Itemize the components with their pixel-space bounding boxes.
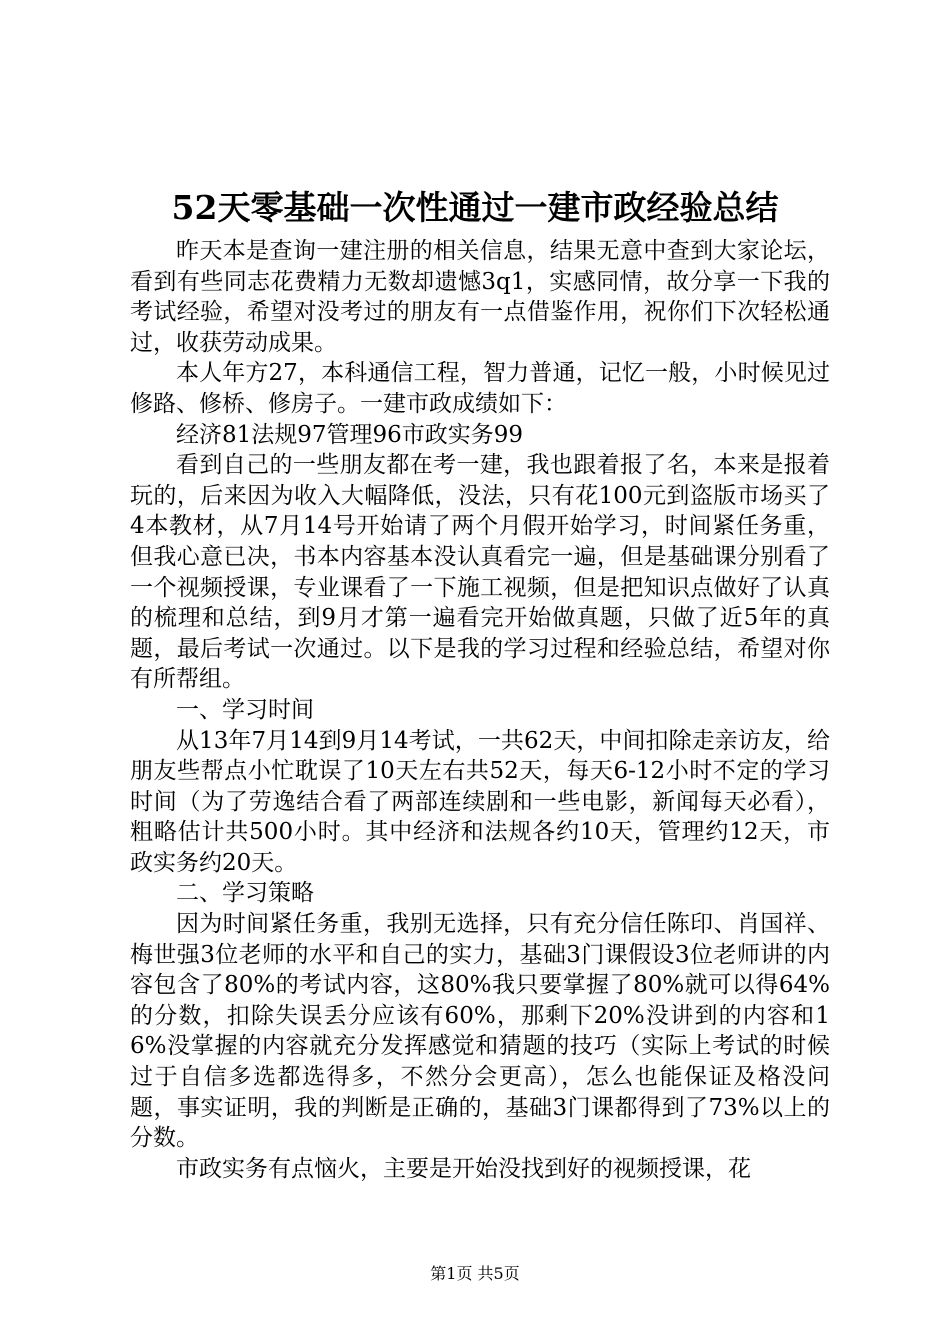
document-title: 52天零基础一次性通过一建市政经验总结 <box>171 188 779 227</box>
section-heading: 二、学习策略 <box>176 880 314 907</box>
paragraph: 昨天本是查询一建注册的相关信息，结果无意中查到大家论坛，看到有些同志花费精力无数却遗憾3q1，实感同情，故分享一下我的考试经验，希望对没考过的朋友有一点借鉴作用，祝你们下次轻松通过，收获劳动成果。 <box>130 238 830 356</box>
paragraph: 本人年方27，本科通信工程，智力普通，记忆一般，小时候见过修路、修桥、修房子。一建市政成绩如下： <box>130 360 830 417</box>
page-indicator: 第1页 共5页 <box>430 1264 520 1283</box>
paragraph: 看到自己的一些朋友都在考一建，我也跟着报了名，本来是报着玩的，后来因为收入大幅降低，没法，只有花100元到盗版市场买了4本教材，从7月14号开始请了两个月假开始学习，时间紧任务重，但我心意已决，书本内容基本没认真看完一遍，但是基础课分别看了一个视频授课，专业课看了一下施工视频，但是把知识点做好了认真的梳理和总结，到9月才第一遍看完开始做真题，只做了近5年的真题，最后考试一次通过。以下是我的学习过程和经验总结，希望对你有所帮组。 <box>130 452 830 693</box>
paragraph: 市政实务有点恼火，主要是开始没找到好的视频授课，花 <box>176 1155 751 1182</box>
paragraph: 从13年7月14到9月14考试，一共62天，中间扣除走亲访友，给朋友些帮点小忙耽误了10天左右共52天，每天6-12小时不定的学习时间（为了劳逸结合看了两部连续剧和一些电影，新闻每天必看），粗略估计共500小时。其中经济和法规各约10天，管理约12天，市政实务约20天。 <box>130 727 830 876</box>
document-body <box>130 236 830 1184</box>
section-heading: 一、学习时间 <box>176 696 314 723</box>
paragraph: 经济81法规97管理96市政实务99 <box>176 421 524 448</box>
paragraph: 因为时间紧任务重，我别无选择，只有充分信任陈印、肖国祥、梅世强3位老师的水平和自己的实力，基础3门课假设3位老师讲的内容包含了80%的考试内容，这80%我只要掌握了80%就可以得64%的分数，扣除失误丢分应该有60%，那剩下20%没讲到的内容和16%没掌握的内容就充分发挥感觉和猜题的技巧（实际上考试的时候过于自信多选都选得多，不然分会更高），怎么也能保证及格没问题，事实证明，我的判断是正确的，基础3门课都得到了73%以上的分数。 <box>130 911 830 1152</box>
